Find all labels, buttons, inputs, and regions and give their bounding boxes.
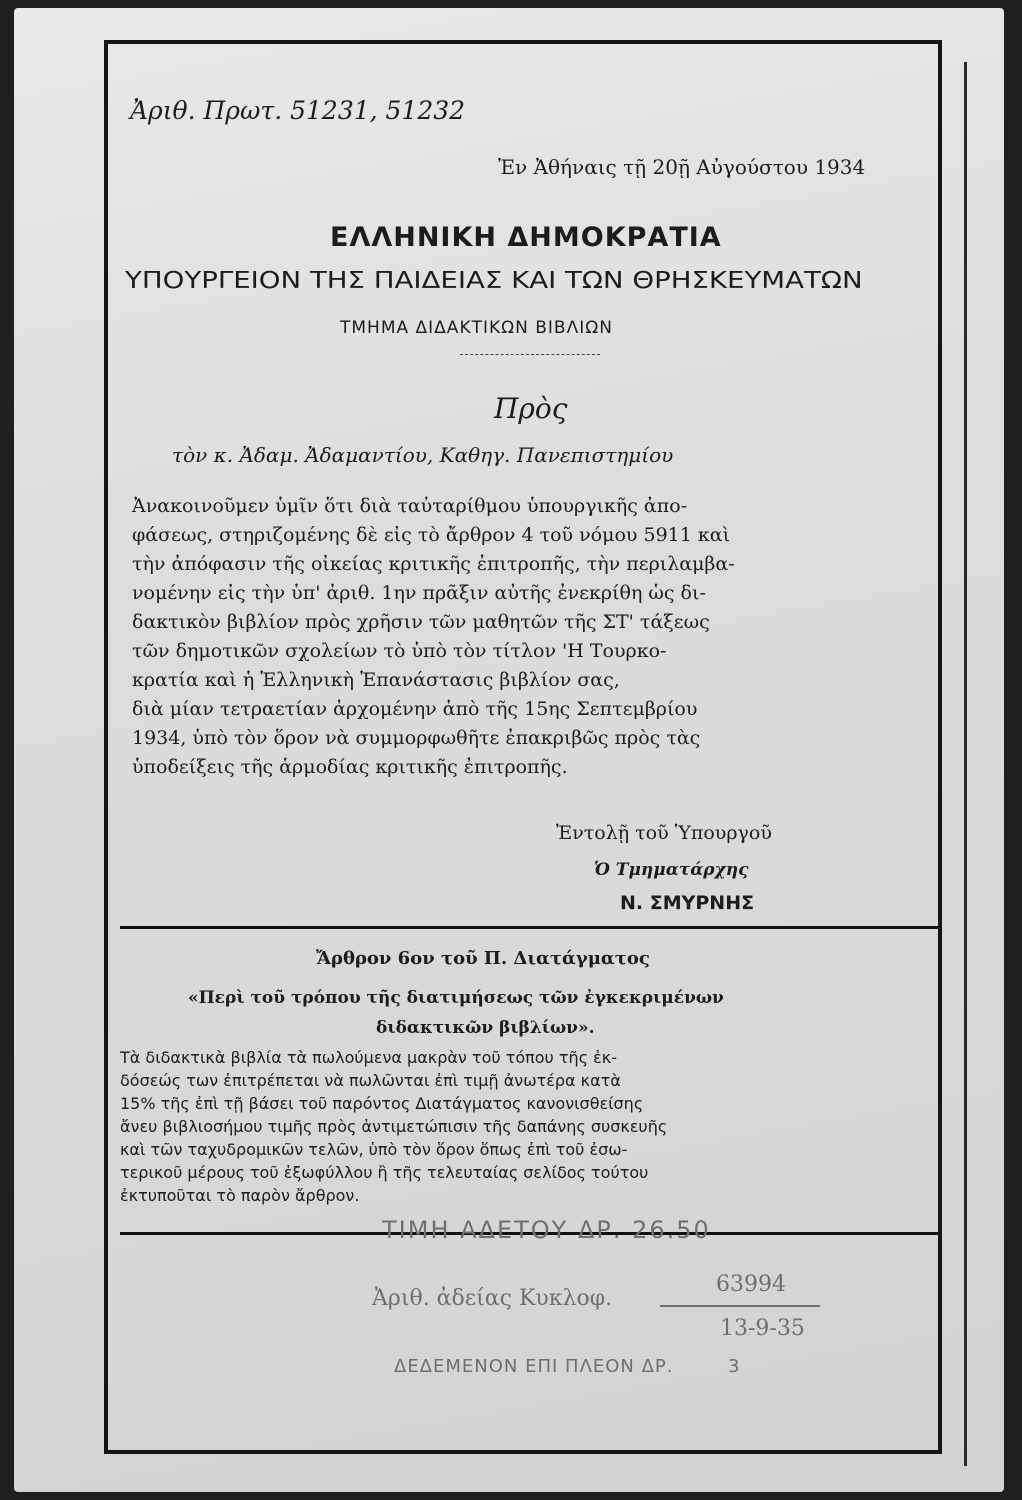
signature-name: Ν. ΣΜΥΡΝΗΣ (620, 892, 755, 914)
separator-dash (460, 354, 600, 355)
price-stamp: ΤΙΜΗ ΑΔΕΤΟΥ ΔΡ. 26.50 (382, 1216, 711, 1244)
protocol-number: Ἀριθ. Πρωτ. 51231, 51232 (130, 96, 466, 125)
article-subtitle-2: διδακτικῶν βιβλίων». (376, 1018, 595, 1038)
permit-date: 13-9-35 (720, 1316, 805, 1341)
bound-amount: 3 (728, 1356, 740, 1377)
republic-heading: ΕΛΛΗΝΙΚΗ ΔΗΜΟΚΡΑΤΙΑ (330, 222, 722, 253)
ministry-heading: ΥΠΟΥΡΓΕΙΟΝ ΤΗΣ ΠΑΙΔΕΙΑΣ ΚΑΙ ΤΩΝ ΘΡΗΣΚΕΥΜΑΤΩΝ (125, 268, 863, 294)
signature-title: Ὁ Τμηματάρχης (594, 860, 749, 880)
permit-number: 63994 (716, 1272, 786, 1297)
article-heading: Ἄρθρον 6ον τοῦ Π. Διατάγματος (316, 948, 650, 969)
section-divider (120, 926, 938, 929)
bound-stamp: ΔΕΔΕΜΕΝΟΝ ΕΠΙ ΠΛΕΟΝ ΔΡ. (394, 1356, 674, 1377)
article-subtitle-1: «Περὶ τοῦ τρόπου τῆς διατιμήσεως τῶν ἐγκεκριμένων (188, 988, 724, 1008)
permit-label: Ἀριθ. ἀδείας Κυκλοφ. (372, 1286, 613, 1311)
recipient-to: Πρὸς (494, 392, 568, 425)
recipient-name: τὸν κ. Ἀδαμ. Ἀδαμαντίου, Καθηγ. Πανεπιστημίου (172, 443, 674, 467)
article-body: Τὰ διδακτικὰ βιβλία τὰ πωλούμενα μακρὰν τοῦ τόπου τῆς ἐκ- δόσεώς των ἐπιτρέπεται νὰ πωλῶνται ἐπὶ τιμῇ ἀνωτέρα κατὰ 15% τῆς ἐπὶ τῇ βάσει τοῦ παρόντος Διατάγματος κανονισθείσης ἄνευ βιβλιοσήμου τιμῆς πρὸς ἀντιμετώπισιν τῆς δαπάνης συσκευῆς καὶ τῶν ταχυδρομικῶν τελῶν, ὑπὸ τὸν ὅρον ὅπως ἐπὶ τοῦ ἐσω- τερικοῦ μέρους τοῦ ἐξωφύλλου ἢ τῆς τελευταίας σελίδος τούτου ἐκτυποῦται τὸ παρὸν ἄρθρον. (120, 1048, 668, 1205)
permit-fraction-line (660, 1305, 820, 1307)
date-line: Ἐν Ἀθήναις τῇ 20ῇ Αὐγούστου 1934 (498, 155, 866, 179)
department-heading: ΤΜΗΜΑ ΔΙΔΑΚΤΙΚΩΝ ΒΙΒΛΙΩΝ (340, 318, 613, 338)
letter-body: Ἀνακοινοῦμεν ὑμῖν ὅτι διὰ ταὐταρίθμου ὑπουργικῆς ἀπο- φάσεως, στηριζομένης δὲ εἰς τὸ ἄρθρον 4 τοῦ νόμου 5911 καὶ τὴν ἀπόφασιν τῆς οἰκείας κριτικῆς ἐπιτροπῆς, τὴν περιλαμβα- νομένην εἰς τὴν ὑπ' ἀριθ. 1ην πρᾶξιν αὐτῆς ἐνεκρίθη ὡς δι- δακτικὸν βιβλίον πρὸς χρῆσιν τῶν μαθητῶν τῆς ΣΤ' τάξεως τῶν δημοτικῶν σχολείων τὸ ὑπὸ τὸν τίτλον 'Η Τουρκο- κρατία καὶ ἡ Ἑλληνικὴ Ἐπανάστασις βιβλίον σας, διὰ μίαν τετραετίαν ἀρχομένην ἀπὸ τῆς 15ης Σεπτεμβρίου 1934, ὑπὸ τὸν ὅρον νὰ συμμορφωθῆτε ἐπακριβῶς πρὸς τὰς ὑποδείξεις τῆς ἁρμοδίας κριτικῆς ἐπιτροπῆς. (132, 495, 735, 778)
signature-order: Ἐντολῇ τοῦ Ὑπουργοῦ (556, 822, 772, 844)
